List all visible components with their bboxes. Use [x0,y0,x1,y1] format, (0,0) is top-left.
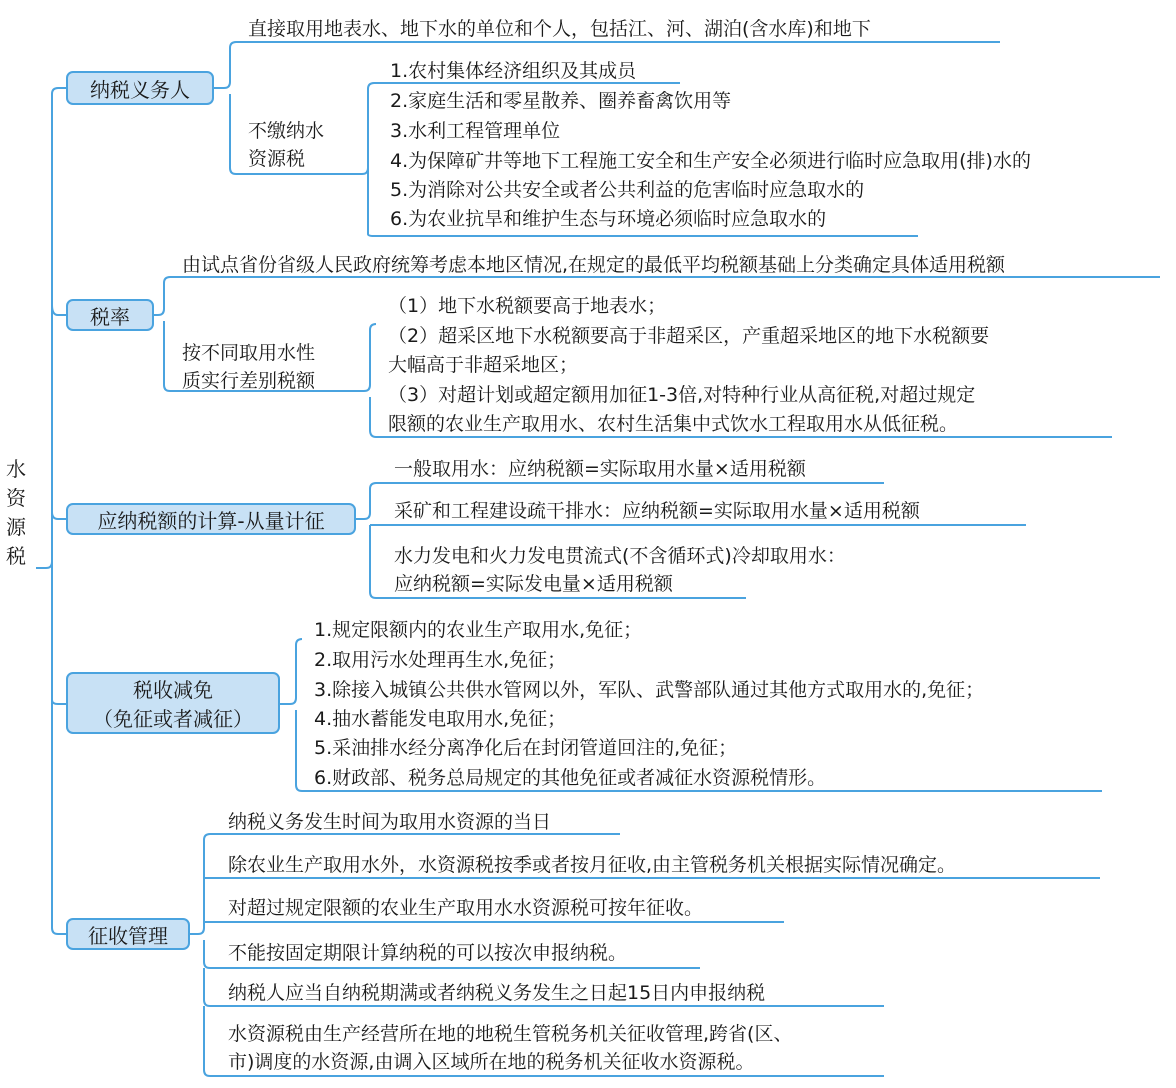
branch-label: 应纳税额的计算-从量计征 [97,508,325,533]
branch-calculation[interactable] [66,503,356,535]
calc-item: 水力发电和火力发电贯流式(不含循环式)冷却取用水： [394,545,846,567]
relief-item: 6.财政部、税务总局规定的其他免征或者减征水资源税情形。 [314,767,827,789]
exempt-item: 5.为消除对公共安全或者公共利益的危害临时应急取水的 [390,179,865,201]
branch-label: 税率 [90,304,130,329]
root-topic [0,455,32,571]
admin-item: 纳税人应当自纳税期满或者纳税义务发生之日起15日内申报纳税 [228,982,766,1004]
taxpayer-exempt-label: 不缴纳水 [248,120,325,142]
rate-diff-label: 质实行差别税额 [182,370,316,392]
rate-diff-line: （3）对超计划或超定额用加征1-3倍,对特种行业从高征税,对超过规定 [388,384,976,406]
exempt-item: 2.家庭生活和零星散养、圈养畜禽饮用等 [390,90,732,112]
taxpayer-general: 直接取用地表水、地下水的单位和个人，包括江、河、湖泊(含水库)和地下 [248,18,871,40]
admin-item: 不能按固定期限计算纳税的可以按次申报纳税。 [228,942,628,964]
taxpayer-exempt-label: 资源税 [248,148,306,170]
branch-rate[interactable] [66,299,154,331]
admin-item: 水资源税由生产经营所在地的地税生管税务机关征收管理,跨省(区、 [228,1023,793,1045]
relief-item: 2.取用污水处理再生水,免征； [314,649,567,671]
calc-item: 应纳税额=实际发电量×适用税额 [394,573,673,595]
root-char: 源 [6,515,26,539]
calc-item: 一般取用水：应纳税额=实际取用水量×适用税额 [394,458,806,480]
branch-label: 税收减免 [133,678,213,702]
relief-item: 4.抽水蓄能发电取用水,免征； [314,708,567,730]
admin-item: 除农业生产取用水外，水资源税按季或者按月征收,由主管税务机关根据实际情况确定。 [228,854,957,876]
admin-item: 对超过规定限额的农业生产取用水水资源税可按年征收。 [228,897,704,919]
exempt-item: 6.为农业抗旱和维护生态与环境必须临时应急取水的 [390,208,827,230]
rate-general: 由试点省份省级人民政府统筹考虑本地区情况,在规定的最低平均税额基础上分类确定具体适用税额 [182,254,1006,276]
rate-diff-label: 按不同取用水性 [182,342,316,364]
relief-item: 3.除接入城镇公共供水管网以外，军队、武警部队通过其他方式取用水的,免征； [314,679,985,701]
rate-diff-line: （2）超采区地下水税额要高于非超采区，产重超采地区的地下水税额要 [388,325,990,347]
exempt-item: 3.水利工程管理单位 [390,120,561,142]
branch-label: 征收管理 [88,923,168,948]
rate-diff-line: （1）地下水税额要高于地表水； [388,295,667,317]
relief-item: 5.采油排水经分离净化后在封闭管道回注的,免征； [314,737,738,759]
calc-item: 采矿和工程建设疏干排水：应纳税额=实际取用水量×适用税额 [394,500,920,522]
branch-taxpayer[interactable] [66,71,214,105]
exempt-item: 4.为保障矿井等地下工程施工安全和生产安全必须进行临时应急取用(排)水的 [390,150,1031,172]
root-char: 资 [6,486,26,510]
rate-diff-line: 大幅高于非超采地区； [388,354,579,376]
branch-tax-relief[interactable] [66,672,280,734]
root-char: 税 [6,544,26,568]
admin-item: 纳税义务发生时间为取用水资源的当日 [228,811,552,833]
branch-administration[interactable] [66,918,190,950]
root-char: 水 [6,457,26,481]
admin-item: 市)调度的水资源,由调入区域所在地的税务机关征收水资源税。 [228,1051,755,1073]
exempt-item: 1.农村集体经济组织及其成员 [390,60,637,82]
branch-label: 纳税义务人 [90,77,190,102]
rate-diff-line: 限额的农业生产取用水、农村生活集中式饮水工程取用水从低征税。 [388,413,959,435]
branch-label: （免征或者减征） [93,707,253,731]
relief-item: 1.规定限额内的农业生产取用水,免征； [314,619,643,641]
